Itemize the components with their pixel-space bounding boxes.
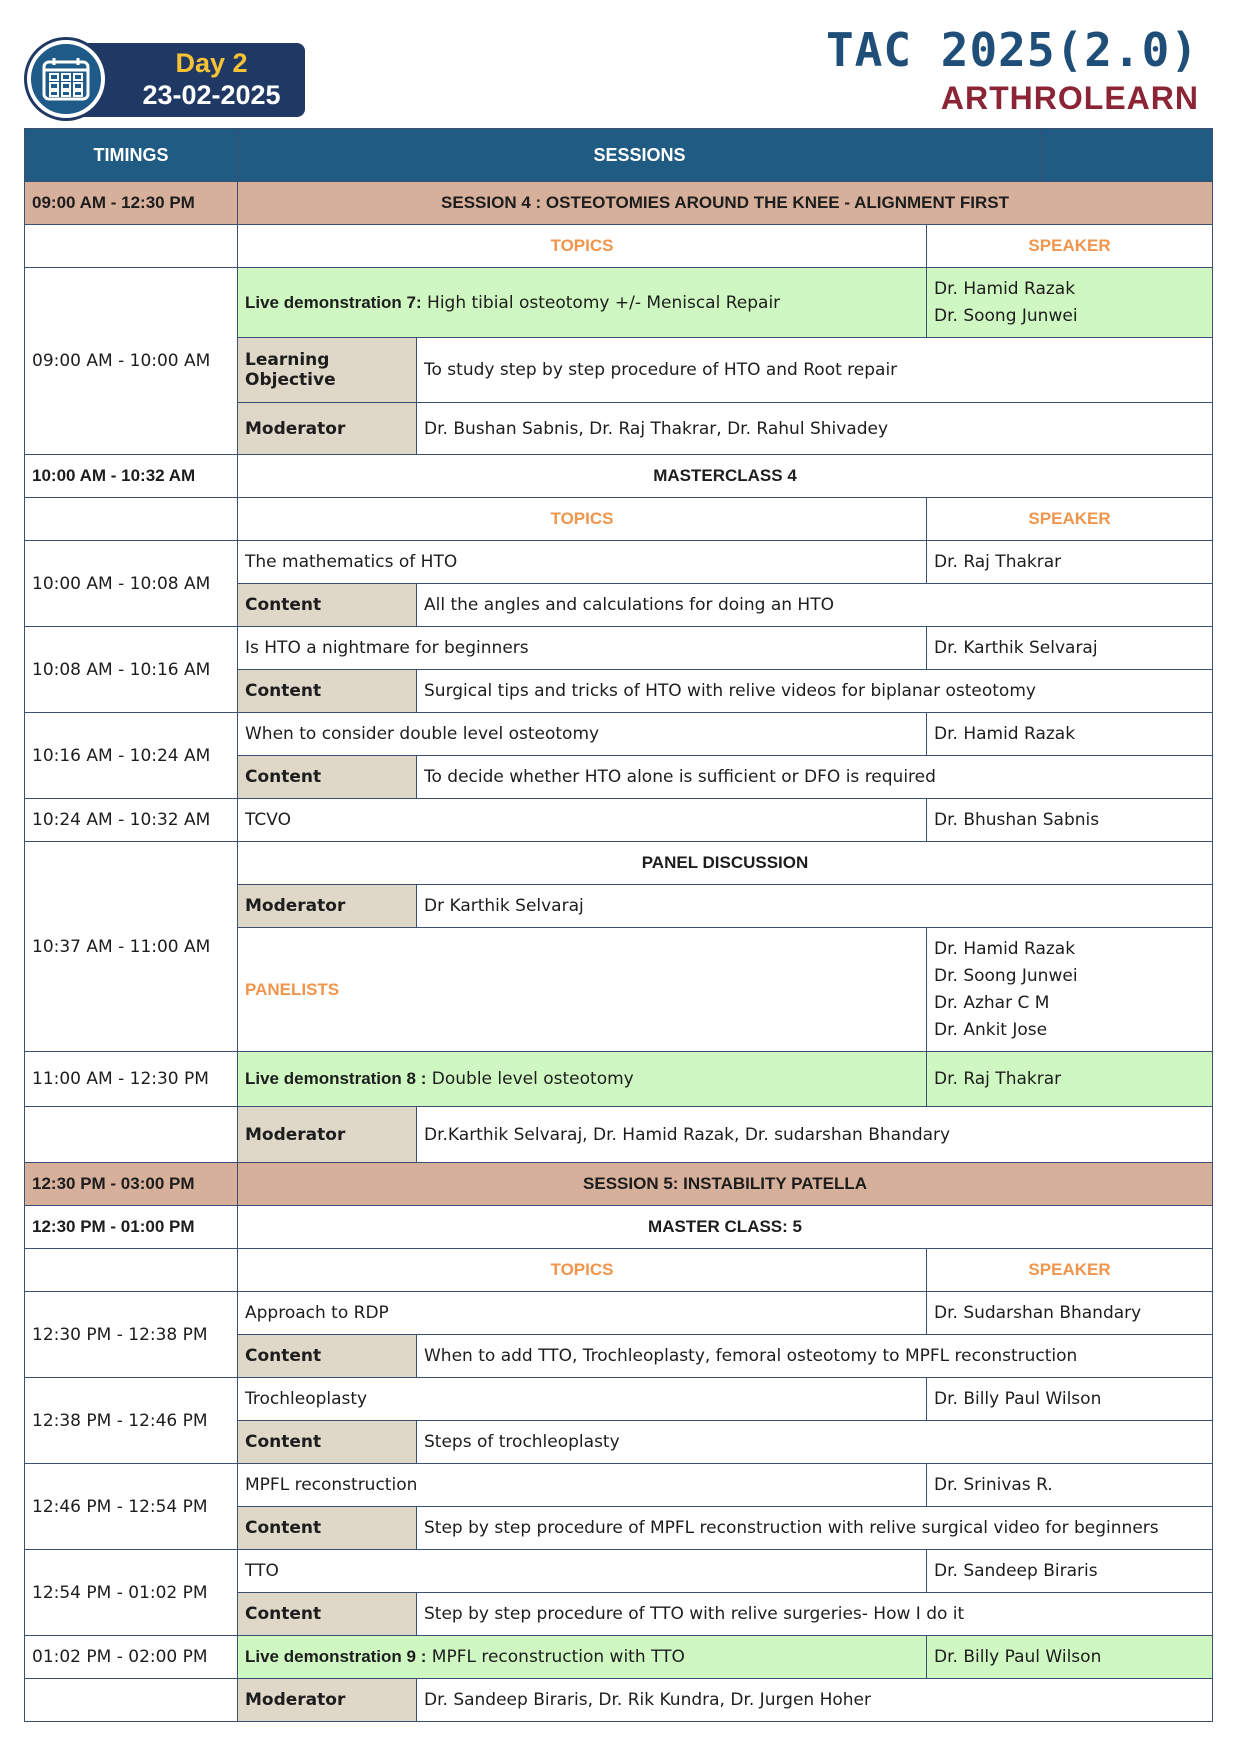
session-title: SESSION 4 : OSTEOTOMIES AROUND THE KNEE - ALIGNMENT FIRST — [238, 182, 1213, 225]
masterclass-row — [25, 1206, 1213, 1249]
masterclass-title: MASTERCLASS 4 — [238, 455, 1213, 498]
speaker-name: Dr. Hamid Razak — [934, 278, 1076, 299]
topic-cell: MPFL reconstruction — [238, 1464, 927, 1507]
live-demo-row — [25, 268, 1213, 338]
topics-header-row — [25, 225, 1213, 268]
topic-row — [25, 1292, 1213, 1335]
table-header-row — [25, 129, 1213, 182]
time-cell: 12:46 PM - 12:54 PM — [25, 1464, 238, 1550]
session-row — [25, 182, 1213, 225]
schedule-table — [24, 128, 1213, 1722]
topic-row — [25, 1550, 1213, 1593]
live-demo-title: High tibial osteotomy +/- Meniscal Repair — [421, 292, 781, 313]
speaker-cell: Dr. Billy Paul Wilson — [927, 1378, 1213, 1421]
time-cell: 10:16 AM - 10:24 AM — [25, 713, 238, 799]
content-text: Surgical tips and tricks of HTO with relive videos for biplanar osteotomy — [417, 670, 1213, 713]
moderator-row — [25, 1107, 1213, 1163]
masterclass-title: MASTER CLASS: 5 — [238, 1206, 1213, 1249]
calendar-icon — [27, 40, 105, 118]
date-label: 23-02-2025 — [142, 80, 281, 110]
speaker-cell: Dr. Sandeep Biraris — [927, 1550, 1213, 1593]
content-label: Content — [238, 756, 417, 799]
content-label: Content — [238, 584, 417, 627]
moderator-row — [25, 1679, 1213, 1722]
time-cell: 10:08 AM - 10:16 AM — [25, 627, 238, 713]
live-demo-row — [25, 1052, 1213, 1107]
time-cell: 12:30 PM - 12:38 PM — [25, 1292, 238, 1378]
topic-cell: TCVO — [238, 799, 927, 842]
live-demo-row — [25, 1636, 1213, 1679]
topics-header-row — [25, 498, 1213, 541]
content-text: Steps of trochleoplasty — [417, 1421, 1213, 1464]
topic-cell: Trochleoplasty — [238, 1378, 927, 1421]
time-cell: 09:00 AM - 10:00 AM — [25, 268, 238, 455]
time-cell: 12:38 PM - 12:46 PM — [25, 1378, 238, 1464]
masterclass-time: 12:30 PM - 01:00 PM — [25, 1206, 238, 1249]
live-demo-title: MPFL reconstruction with TTO — [426, 1647, 685, 1667]
moderator-names: Dr Karthik Selvaraj — [417, 885, 1213, 928]
sessions-header — [238, 129, 1213, 182]
speaker-label: SPEAKER — [927, 1249, 1213, 1292]
session-title: SESSION 5: INSTABILITY PATELLA — [238, 1163, 1213, 1206]
time-cell: 10:00 AM - 10:08 AM — [25, 541, 238, 627]
content-label: Content — [238, 1421, 417, 1464]
live-demo-label: Live demonstration 8 : — [245, 1069, 427, 1088]
live-demo-topic — [238, 1052, 927, 1107]
event-branding — [826, 22, 1199, 118]
topic-row — [25, 1378, 1213, 1421]
moderator-names: Dr. Bushan Sabnis, Dr. Raj Thakrar, Dr. Rahul Shivadey — [417, 403, 1213, 455]
day-label: Day 2 — [175, 48, 248, 78]
content-text: When to add TTO, Trochleoplasty, femoral osteotomy to MPFL reconstruction — [417, 1335, 1213, 1378]
panelist-name: Dr. Hamid Razak — [934, 938, 1076, 959]
content-text: To decide whether HTO alone is sufficient or DFO is required — [417, 756, 1213, 799]
content-label: Content — [238, 1335, 417, 1378]
speaker-label: SPEAKER — [927, 498, 1213, 541]
panel-row — [25, 842, 1213, 885]
session-time: 09:00 AM - 12:30 PM — [25, 182, 238, 225]
speaker-cell — [927, 268, 1213, 338]
learning-objective-text: To study step by step procedure of HTO and Root repair — [417, 338, 1213, 403]
topic-cell: Approach to RDP — [238, 1292, 927, 1335]
content-label: Content — [238, 1593, 417, 1636]
time-cell: 10:24 AM - 10:32 AM — [25, 799, 238, 842]
live-demo-topic — [238, 268, 927, 338]
header-spacer — [1041, 129, 1212, 181]
time-cell: 11:00 AM - 12:30 PM — [25, 1052, 238, 1107]
panelists-cell — [927, 928, 1213, 1052]
topics-label: TOPICS — [238, 1249, 927, 1292]
speaker-cell: Dr. Billy Paul Wilson — [927, 1636, 1213, 1679]
moderator-label: Moderator — [238, 403, 417, 455]
content-text: Step by step procedure of TTO with relive surgeries- How I do it — [417, 1593, 1213, 1636]
masterclass-row — [25, 455, 1213, 498]
topic-row — [25, 1464, 1213, 1507]
speaker-cell: Dr. Raj Thakrar — [927, 1052, 1213, 1107]
speaker-cell: Dr. Sudarshan Bhandary — [927, 1292, 1213, 1335]
event-subtitle: ARTHROLEARN — [940, 80, 1199, 116]
panel-title: PANEL DISCUSSION — [238, 842, 1213, 885]
day-badge — [27, 40, 305, 118]
live-demo-label: Live demonstration 9 : — [245, 1647, 427, 1666]
empty-cell — [25, 1249, 238, 1292]
panelist-name: Dr. Azhar C M — [934, 992, 1050, 1013]
content-text: All the angles and calculations for doing an HTO — [417, 584, 1213, 627]
topics-label: TOPICS — [238, 498, 927, 541]
live-demo-title: Double level osteotomy — [426, 1069, 634, 1089]
time-cell: 01:02 PM - 02:00 PM — [25, 1636, 238, 1679]
speaker-label: SPEAKER — [927, 225, 1213, 268]
empty-cell — [25, 225, 238, 268]
sessions-header-label: SESSIONS — [593, 144, 686, 165]
moderator-label: Moderator — [238, 1107, 417, 1163]
topics-label: TOPICS — [238, 225, 927, 268]
topic-row — [25, 627, 1213, 670]
topic-cell: Is HTO a nightmare for beginners — [238, 627, 927, 670]
live-demo-topic — [238, 1636, 927, 1679]
content-label: Content — [238, 670, 417, 713]
topic-cell: When to consider double level osteotomy — [238, 713, 927, 756]
content-text: Step by step procedure of MPFL reconstruction with relive surgical video for beginners — [417, 1507, 1213, 1550]
empty-cell — [25, 498, 238, 541]
speaker-cell: Dr. Hamid Razak — [927, 713, 1213, 756]
speaker-cell: Dr. Srinivas R. — [927, 1464, 1213, 1507]
topics-header-row — [25, 1249, 1213, 1292]
session-time: 12:30 PM - 03:00 PM — [25, 1163, 238, 1206]
event-title: TAC 2025(2.0) — [825, 23, 1199, 77]
moderator-names: Dr.Karthik Selvaraj, Dr. Hamid Razak, Dr. sudarshan Bhandary — [417, 1107, 1213, 1163]
speaker-cell: Dr. Bhushan Sabnis — [927, 799, 1213, 842]
content-label: Content — [238, 1507, 417, 1550]
moderator-label: Moderator — [238, 1679, 417, 1722]
topic-cell: The mathematics of HTO — [238, 541, 927, 584]
timings-header: TIMINGS — [25, 129, 238, 182]
topic-cell: TTO — [238, 1550, 927, 1593]
panelist-name: Dr. Ankit Jose — [934, 1019, 1048, 1040]
moderator-names: Dr. Sandeep Biraris, Dr. Rik Kundra, Dr. Jurgen Hoher — [417, 1679, 1213, 1722]
topic-row — [25, 713, 1213, 756]
speaker-cell: Dr. Karthik Selvaraj — [927, 627, 1213, 670]
session-row — [25, 1163, 1213, 1206]
topic-row — [25, 541, 1213, 584]
empty-cell — [25, 1679, 238, 1722]
moderator-label: Moderator — [238, 885, 417, 928]
live-demo-label: Live demonstration 7: — [245, 292, 422, 312]
speaker-name: Dr. Soong Junwei — [934, 305, 1078, 326]
speaker-cell: Dr. Raj Thakrar — [927, 541, 1213, 584]
masterclass-time: 10:00 AM - 10:32 AM — [25, 455, 238, 498]
time-cell: 10:37 AM - 11:00 AM — [25, 842, 238, 1052]
topic-row — [25, 799, 1213, 842]
learning-objective-label: Learning Objective — [238, 338, 417, 403]
panelist-name: Dr. Soong Junwei — [934, 965, 1078, 986]
empty-cell — [25, 1107, 238, 1163]
panelists-label: PANELISTS — [238, 928, 927, 1052]
time-cell: 12:54 PM - 01:02 PM — [25, 1550, 238, 1636]
